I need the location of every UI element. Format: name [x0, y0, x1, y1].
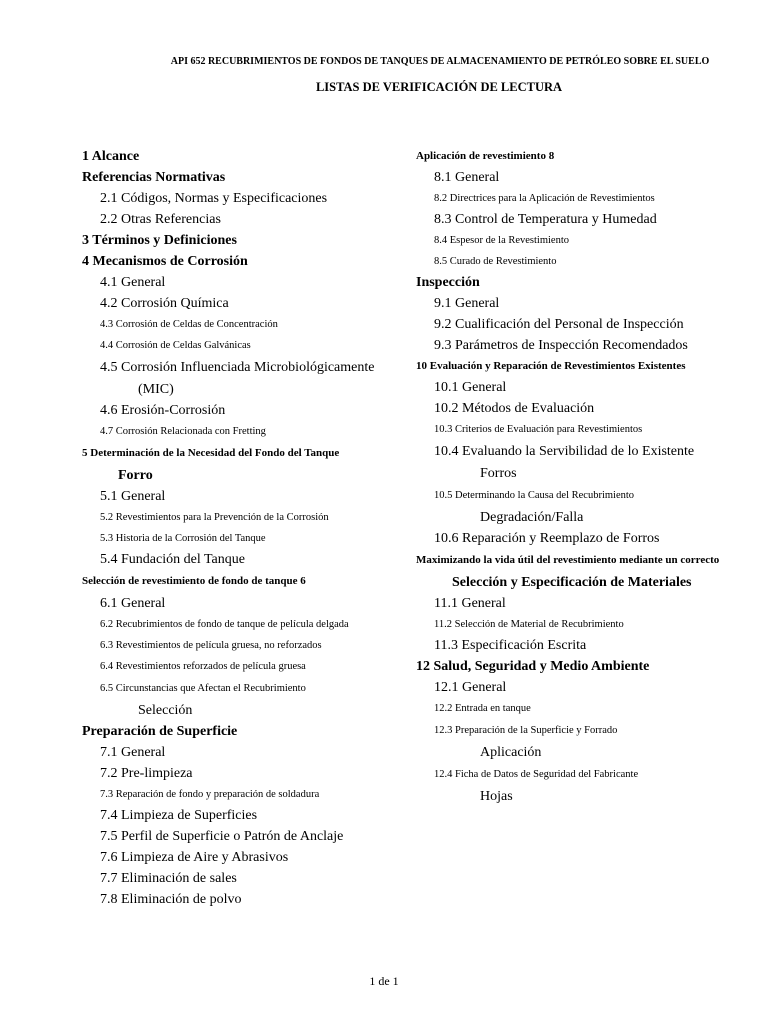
toc-entry: 10.3 Criterios de Evaluación para Revestimientos [434, 424, 643, 435]
toc-entry: 5 Determinación de la Necesidad del Fondo del Tanque [82, 447, 340, 459]
page-number: 1 de 1 [369, 974, 399, 988]
toc-entry: 2.1 Códigos, Normas y Especificaciones [100, 191, 328, 206]
toc-entry: 4.5 Corrosión Influenciada Microbiológicamente [100, 360, 375, 375]
toc-entry: 12 Salud, Seguridad y Medio Ambiente [416, 659, 650, 674]
toc-entry: Referencias Normativas [82, 170, 226, 185]
toc-entry: Maximizando la vida útil del revestimiento mediante un correcto [416, 554, 720, 566]
toc-entry: 8.1 General [434, 170, 500, 185]
toc-entry-continuation: Selección [138, 703, 193, 718]
toc-entry: 4.1 General [100, 275, 166, 290]
toc-entry: 5.2 Revestimientos para la Prevención de la Corrosión [100, 512, 329, 523]
toc-entry: 4 Mecanismos de Corrosión [82, 254, 248, 269]
toc-entry: 12.2 Entrada en tanque [434, 703, 531, 714]
toc-entry: 7.4 Limpieza de Superficies [100, 808, 258, 823]
toc-entry: Aplicación de revestimiento 8 [416, 150, 555, 162]
toc-entry: 10.2 Métodos de Evaluación [434, 401, 595, 416]
toc-entry: 8.3 Control de Temperatura y Humedad [434, 212, 657, 227]
toc-entry: 10.1 General [434, 380, 507, 395]
toc-entry: 6.5 Circunstancias que Afectan el Recubrimiento [100, 683, 306, 694]
toc-entry: 4.3 Corrosión de Celdas de Concentración [100, 319, 278, 330]
toc-entry: 7.3 Reparación de fondo y preparación de soldadura [100, 789, 320, 800]
toc-entry: 10.5 Determinando la Causa del Recubrimiento [434, 490, 635, 501]
toc-entry: 2.2 Otras Referencias [100, 212, 221, 227]
toc-entry: 12.4 Ficha de Datos de Seguridad del Fabricante [434, 769, 639, 780]
toc-entry: 12.3 Preparación de la Superficie y Forrado [434, 725, 618, 736]
toc-entry: 8.2 Directrices para la Aplicación de Revestimientos [434, 193, 655, 204]
toc-entry: 1 Alcance [82, 149, 140, 164]
toc-entry: 7.7 Eliminación de sales [100, 871, 237, 886]
toc-entry: 7.1 General [100, 745, 166, 760]
toc-entry: 5.3 Historia de la Corrosión del Tanque [100, 533, 266, 544]
toc-entry: 7.2 Pre-limpieza [100, 766, 193, 781]
toc-entry-continuation: Hojas [480, 789, 513, 804]
toc-entry: 6.3 Revestimientos de película gruesa, no reforzados [100, 640, 322, 651]
toc-entry: Inspección [416, 275, 480, 290]
toc-entry-continuation: Forro [118, 468, 153, 483]
toc-entry: 4.6 Erosión-Corrosión [100, 403, 226, 418]
toc-entry: 7.6 Limpieza de Aire y Abrasivos [100, 850, 289, 865]
toc-entry: Selección de revestimiento de fondo de tanque 6 [82, 575, 306, 587]
toc-entry: 4.7 Corrosión Relacionada con Fretting [100, 426, 266, 437]
toc-entry: 10 Evaluación y Reparación de Revestimientos Existentes [416, 360, 686, 372]
toc-entry: 10.6 Reparación y Reemplazo de Forros [434, 531, 660, 546]
toc-entry: 3 Términos y Definiciones [82, 233, 237, 248]
toc-entry: 6.2 Recubrimientos de fondo de tanque de película delgada [100, 619, 349, 630]
toc-entry: Preparación de Superficie [82, 724, 238, 739]
toc-entry: 10.4 Evaluando la Servibilidad de lo Existente [434, 444, 695, 459]
toc-entry: 8.4 Espesor de la Revestimiento [434, 235, 570, 246]
toc-entry: 8.5 Curado de Revestimiento [434, 256, 557, 267]
toc-entry: 6.4 Revestimientos reforzados de película gruesa [100, 661, 306, 672]
toc-entry: 4.4 Corrosión de Celdas Galvánicas [100, 340, 251, 351]
document-subtitle: LISTAS DE VERIFICACIÓN DE LECTURA [315, 80, 563, 94]
toc-entry: 6.1 General [100, 596, 166, 611]
toc-entry: 11.2 Selección de Material de Recubrimiento [434, 619, 624, 630]
toc-entry: 5.4 Fundación del Tanque [100, 552, 245, 567]
toc-entry: 12.1 General [434, 680, 507, 695]
toc-entry-continuation: Selección y Especificación de Materiales [452, 575, 692, 590]
toc-entry-continuation: (MIC) [138, 382, 174, 397]
toc-right-column [416, 146, 746, 807]
toc-left-column [82, 146, 392, 910]
toc-entry: 4.2 Corrosión Química [100, 296, 229, 311]
toc-entry: 11.1 General [434, 596, 506, 611]
toc-entry-continuation: Forros [480, 466, 517, 481]
document-title: API 652 RECUBRIMIENTOS DE FONDOS DE TANQUES DE ALMACENAMIENTO DE PETRÓLEO SOBRE EL SUELO [170, 56, 710, 67]
toc-entry: 9.1 General [434, 296, 500, 311]
toc-entry: 5.1 General [100, 489, 166, 504]
toc-entry: 9.3 Parámetros de Inspección Recomendados [434, 338, 688, 353]
toc-entry: 9.2 Cualificación del Personal de Inspección [434, 317, 684, 332]
toc-entry: 7.8 Eliminación de polvo [100, 892, 242, 907]
toc-entry-continuation: Aplicación [480, 745, 542, 760]
toc-entry: 11.3 Especificación Escrita [434, 638, 587, 653]
toc-entry: 7.5 Perfil de Superficie o Patrón de Anclaje [100, 829, 344, 844]
toc-entry-continuation: Degradación/Falla [480, 510, 584, 525]
